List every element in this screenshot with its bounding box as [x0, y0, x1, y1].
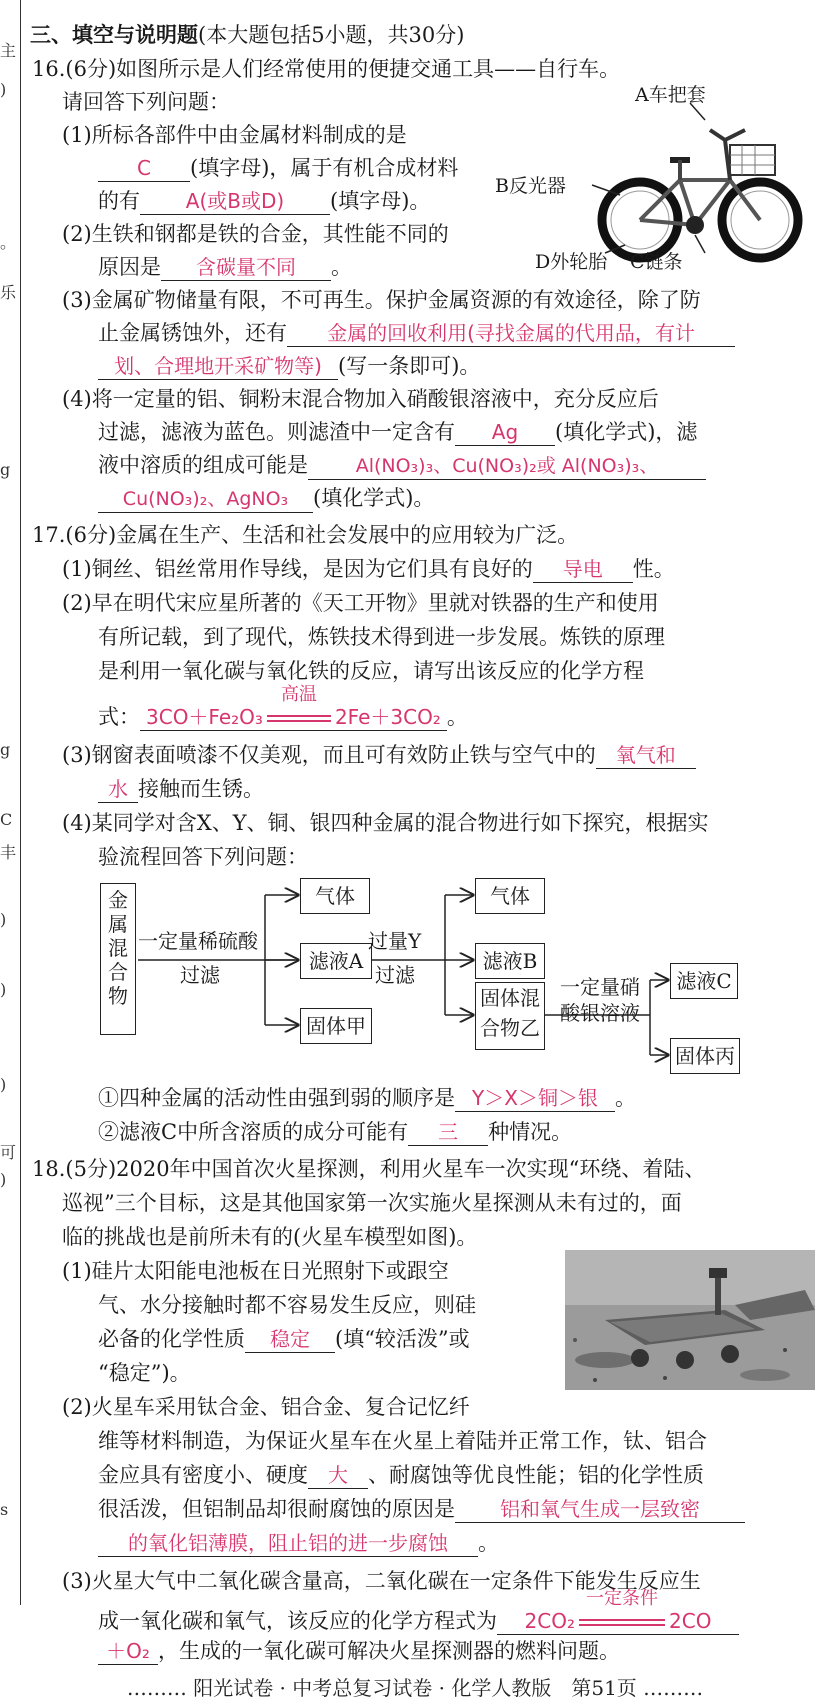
q16-p1-answer1: C: [98, 155, 190, 182]
box-filtrate-c: 滤液C: [670, 963, 738, 999]
q17-sub1-end: 。: [615, 1086, 636, 1110]
q18-p1-line3: [98, 1324, 470, 1354]
page-footer: ……… 阳光试卷 · 中考总复习试卷 · 化学人教版 第51页 ………: [126, 1676, 704, 1700]
q18-p1-answer: 稳定: [245, 1326, 335, 1353]
edge-mark: C: [0, 810, 13, 829]
q17-eq-arrow: [263, 684, 335, 730]
q17-p2-line2: 有所记载，到了现代，炼铁技术得到进一步发展。炼铁的原理: [98, 625, 665, 649]
q16-p2-line2: [98, 252, 352, 282]
q16-p1-line2: [98, 153, 458, 183]
q17-p1-end: 性。: [632, 557, 675, 581]
bicycle-figure: [495, 84, 810, 275]
q16-p3-line2: [98, 318, 735, 348]
q16-prompt: 请回答下列问题：: [62, 90, 230, 114]
step1-reagent: 一定量稀硫酸: [138, 929, 258, 953]
q17-p2-line3: 是利用一氧化碳与氧化铁的反应，请写出该反应的化学方程: [98, 659, 644, 683]
q18-p1-line4: “稳定”)。: [98, 1361, 191, 1385]
label-d-tire: D外轮胎: [535, 251, 608, 273]
edge-mark: ): [0, 910, 7, 929]
q18-p2-answer1: 大: [308, 1462, 368, 1489]
box-solid-jia: 固体甲: [300, 1008, 372, 1044]
box-filtrate-b: 滤液B: [475, 943, 545, 979]
q18-eq-reactants: 2CO₂: [524, 1609, 575, 1633]
q17-p3-end: 接触而生锈。: [138, 777, 264, 801]
q18-p3-line3: [98, 1636, 620, 1666]
edge-mark: ): [0, 1170, 7, 1189]
equals-sign: [267, 715, 331, 722]
edge-mark: 乐: [0, 283, 17, 302]
q18-p1-text: 必备的化学性质: [98, 1327, 245, 1351]
q16-p2-answer: 含碳量不同: [161, 254, 331, 281]
q17-p1-text: (1)铜丝、铝丝常用作导线，是因为它们具有良好的: [62, 557, 533, 581]
mars-rover-image: [565, 1250, 815, 1390]
step3-reagent-line1: 一定量硝: [560, 975, 640, 999]
q17-stem: 17.(6分)金属在生产、生活和社会发展中的应用较为广泛。: [32, 523, 579, 547]
q17-eq-reactants: 3CO＋Fe₂O₃: [146, 705, 263, 729]
q18-stem-line1: 18.(5分)2020年中国首次火星探测，利用火星车一次实现“环绕、着陆、: [32, 1157, 706, 1181]
q17-p4-line1: (4)某同学对含X、Y、铜、银四种金属的混合物进行如下探究，根据实: [62, 811, 709, 835]
q16-p3-end: (写一条即可)。: [338, 354, 481, 378]
q17-eq-condition: 高温: [280, 684, 317, 705]
mars-rover-photo: [565, 1250, 815, 1390]
q17-p2-line4: [98, 684, 468, 732]
q18-eq-condition: 一定条件: [586, 1588, 658, 1609]
q18-p2-answer2: 铝和氧气生成一层致密: [455, 1496, 745, 1523]
step2-reagent: 过量Y: [368, 929, 422, 953]
q18-p2-end: 。: [478, 1531, 499, 1555]
q17-p4-sub1: [98, 1083, 636, 1113]
experiment-flowchart: [100, 880, 820, 1080]
q18-p2-text2: 、耐腐蚀等优良性能；铝的化学性质: [368, 1463, 704, 1487]
q18-p2-line3: [98, 1460, 704, 1490]
q18-p2-line5: [98, 1528, 499, 1558]
q18-p3-line1: (3)火星大气中二氧化碳含量高，二氧化碳在一定条件下能发生反应生: [62, 1569, 701, 1593]
q17-p2-text: 式：: [98, 705, 140, 729]
q18-p1-line2: 气、水分接触时都不容易发生反应，则硅: [98, 1293, 476, 1317]
step1-operation: 过滤: [180, 963, 220, 987]
q17-p3-line2: [98, 774, 264, 804]
q16-p4-text2: (填化学式)，滤: [555, 420, 698, 444]
q18-equation-part2: ＋O₂: [98, 1638, 158, 1665]
q16-p2-text: 原因是: [98, 255, 161, 279]
q16-p1-text: (填字母)，属于有机合成材料: [190, 156, 459, 180]
q17-p3-answer1: 氧气和: [596, 742, 696, 769]
q16-p4-answer1: Ag: [455, 419, 555, 446]
q17-eq-products: 2Fe＋3CO₂: [334, 705, 441, 729]
q18-p1-line1: (1)硅片太阳能电池板在日光照射下或跟空: [62, 1259, 449, 1283]
step3-reagent-line2: 酸银溶液: [560, 1001, 640, 1025]
q16-p3-text: 止金属锈蚀外，还有: [98, 321, 287, 345]
q18-p2-line1: (2)火星车采用钛合金、铝合金、复合记忆纤: [62, 1395, 470, 1419]
edge-mark: ): [0, 1075, 7, 1094]
equals-sign: [579, 1619, 665, 1626]
q17-p3-line1: [62, 740, 696, 770]
q17-sub2-answer: 三: [408, 1119, 488, 1146]
q18-eq-products: 2CO: [669, 1609, 712, 1633]
edge-mark: 可: [0, 1143, 17, 1162]
q16-p3-answer2: 划、合理地开采矿物等): [98, 353, 338, 380]
box-gas-1: 气体: [300, 878, 370, 914]
q18-p3-text: 成一氧化碳和氧气，该反应的化学方程式为: [98, 1609, 497, 1633]
edge-mark: s: [0, 1500, 9, 1519]
q16-p4-line3: [98, 450, 706, 480]
q17-p1-answer: 导电: [533, 556, 633, 583]
edge-mark: 丰: [0, 843, 17, 862]
q16-p1-answer2: A(或B或D): [140, 188, 330, 215]
step2-operation: 过滤: [375, 963, 415, 987]
q16-p1-line3: [98, 186, 430, 216]
q18-p3-line2: [98, 1588, 739, 1636]
label-b-reflector: B反光器: [495, 175, 566, 197]
box-solid-mixture-yi: 固体混合物乙: [475, 982, 545, 1050]
edge-mark: g: [0, 740, 11, 759]
q16-p3-line3: [98, 351, 480, 381]
label-c-chain: C链条: [630, 251, 683, 273]
q18-p2-text: 金应具有密度小、硬度: [98, 1463, 308, 1487]
q16-p2-end: 。: [331, 255, 352, 279]
q16-p4-text3: 液中溶质的组成可能是: [98, 453, 308, 477]
q18-p2-answer3: 的氧化铝薄膜，阻止铝的进一步腐蚀: [98, 1530, 478, 1557]
q18-stem-line3: 临的挑战也是前所未有的(火星车模型如图)。: [62, 1225, 478, 1249]
q18-eq-arrow: [575, 1588, 669, 1634]
edge-mark: g: [0, 460, 11, 479]
edge-mark: 主: [0, 41, 17, 60]
section-note: (本大题包括5小题，共30分): [198, 23, 465, 47]
q18-p2-text3: 很活泼，但铝制品却很耐腐蚀的原因是: [98, 1497, 455, 1521]
q17-sub2-end: 种情况。: [488, 1120, 573, 1144]
q18-p2-line2: 维等材料制造，为保证火星车在火星上着陆并正常工作，钛、铝合: [98, 1429, 707, 1453]
q16-p4-text: 过滤，滤液为蓝色。则滤渣中一定含有: [98, 420, 455, 444]
q16-p1-text2: 的有: [98, 189, 140, 213]
q17-p3-answer2: 水: [98, 776, 138, 803]
q17-p4-line2: 验流程回答下列问题：: [98, 845, 308, 869]
q16-p4-line2: [98, 417, 697, 447]
q16-p3-line1: (3)金属矿物储量有限，不可再生。保护金属资源的有效途径，除了防: [62, 288, 701, 312]
section-header: [30, 20, 464, 50]
q16-p4-answer3: Cu(NO₃)₂、AgNO₃: [98, 486, 313, 513]
q16-p4-line4: [98, 483, 434, 513]
q16-p3-answer1: 金属的回收利用(寻找金属的代用品，有计: [287, 320, 735, 347]
q17-p2-end: 。: [446, 705, 468, 729]
section-title: 三、填空与说明题: [30, 23, 198, 47]
q17-sub1-answer: Y＞X＞铜＞银: [455, 1085, 615, 1112]
binding-margin-line: [20, 0, 21, 1605]
q17-p3-text: (3)钢窗表面喷漆不仅美观，而且可有效防止铁与空气中的: [62, 743, 596, 767]
box-filtrate-a: 滤液A: [300, 943, 372, 979]
q17-sub1-text: ①四种金属的活动性由强到弱的顺序是: [98, 1086, 455, 1110]
q16-p2-line1: (2)生铁和钢都是铁的合金，其性能不同的: [62, 222, 449, 246]
q17-equation: [140, 684, 447, 731]
q18-stem-line2: 巡视”三个目标，这是其他国家第一次实施火星探测从未有过的，面: [62, 1191, 682, 1215]
q16-p1-line1: (1)所标各部件中由金属材料制成的是: [62, 123, 407, 147]
q16-p4-answer2: Al(NO₃)₃、Cu(NO₃)₂或 Al(NO₃)₃、: [308, 453, 706, 480]
q18-equation-part1: [497, 1588, 739, 1635]
edge-mark: ): [0, 80, 7, 99]
q16-stem: 16.(6分)如图所示是人们经常使用的便捷交通工具——自行车。: [32, 57, 621, 81]
q17-p2-line1: (2)早在明代宋应星所著的《天工开物》里就对铁器的生产和使用: [62, 591, 659, 615]
q18-p1-text2: (填“较活泼”或: [335, 1327, 470, 1351]
q16-p1-text3: (填字母)。: [330, 189, 431, 213]
q17-p1: [62, 554, 675, 584]
q17-p4-sub2: [98, 1117, 572, 1147]
box-solid-bing: 固体丙: [670, 1038, 740, 1074]
box-gas-2: 气体: [475, 878, 545, 914]
q16-p4-line1: (4)将一定量的铝、铜粉末混合物加入硝酸银溶液中，充分反应后: [62, 387, 659, 411]
q17-sub2-text: ②滤液C中所含溶质的成分可能有: [98, 1120, 409, 1144]
q18-p3-end: ，生成的一氧化碳可解决火星探测器的燃料问题。: [158, 1639, 620, 1663]
edge-mark: 。: [0, 233, 17, 252]
q16-p4-end: (填化学式)。: [313, 486, 435, 510]
edge-mark: ): [0, 980, 7, 999]
q18-p2-line4: [98, 1494, 745, 1524]
box-metal-mixture: 金属混合物: [100, 883, 136, 1035]
label-a-handlebar-grip: A车把套: [635, 84, 706, 106]
